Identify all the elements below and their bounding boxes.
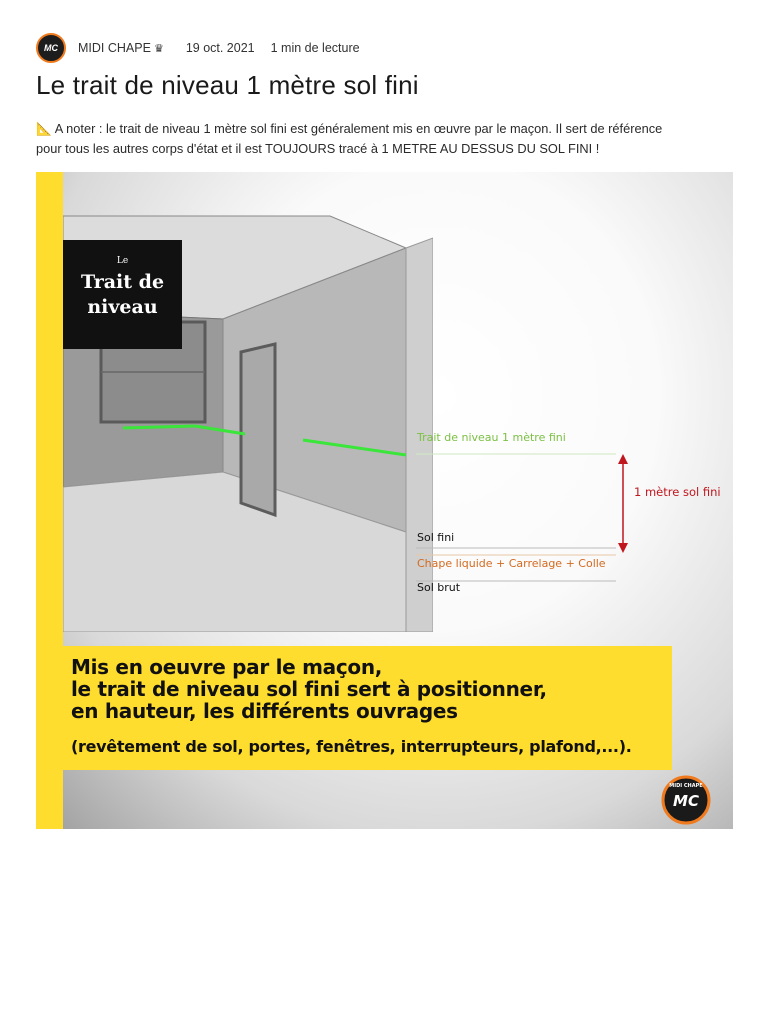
crown-icon: ♛ [153, 42, 164, 55]
measure-arrow-head-up [618, 454, 628, 464]
author-name[interactable]: MIDI CHAPE [78, 41, 151, 55]
measure-arrow-head-down [618, 543, 628, 553]
logo-text: MIDI CHAPE [669, 783, 703, 789]
read-time: 1 min de lecture [270, 41, 360, 55]
post-title: Le trait de niveau 1 mètre sol fini [36, 70, 419, 100]
post-meta [36, 33, 360, 63]
author-avatar[interactable] [36, 33, 66, 63]
caption-line-3: en hauteur, les différents ouvrages [71, 699, 458, 723]
title-line-1: Trait de [80, 271, 165, 293]
caption-line-1: Mis en oeuvre par le maçon, [71, 655, 383, 679]
label-sol-brut: Sol brut [417, 581, 461, 594]
label-1-metre: 1 mètre sol fini [634, 485, 721, 499]
label-trait-niveau: Trait de niveau 1 mètre fini [417, 431, 566, 444]
triangular-ruler-icon: 📐 [36, 121, 52, 136]
logo-initials: MC [673, 792, 699, 810]
title-line-2: niveau [87, 296, 158, 318]
post-intro [36, 119, 736, 159]
label-chape: Chape liquide + Carrelage + Colle [417, 557, 606, 570]
title-box [63, 240, 182, 349]
midi-chape-logo [656, 775, 716, 825]
intro-line-1: A noter : le trait de niveau 1 mètre sol fini est généralement mis en œuvre par le maçon. Il sert de référence [51, 121, 663, 136]
caption-small: (revêtement de sol, portes, fenêtres, interrupteurs, plafond,...). [71, 737, 632, 756]
post-date: 19 oct. 2021 [185, 41, 255, 55]
title-small: Le [116, 256, 129, 266]
infographic-image [36, 172, 733, 829]
label-sol-fini: Sol fini [417, 531, 455, 544]
intro-line-2: pour tous les autres corps d'état et il est TOUJOURS tracé à 1 METRE AU DESSUS DU SOL FINI ! [36, 141, 600, 156]
caption-box [63, 646, 672, 770]
caption-line-2: le trait de niveau sol fini sert à positionner, [71, 677, 547, 701]
avatar-initials: MC [44, 43, 58, 53]
